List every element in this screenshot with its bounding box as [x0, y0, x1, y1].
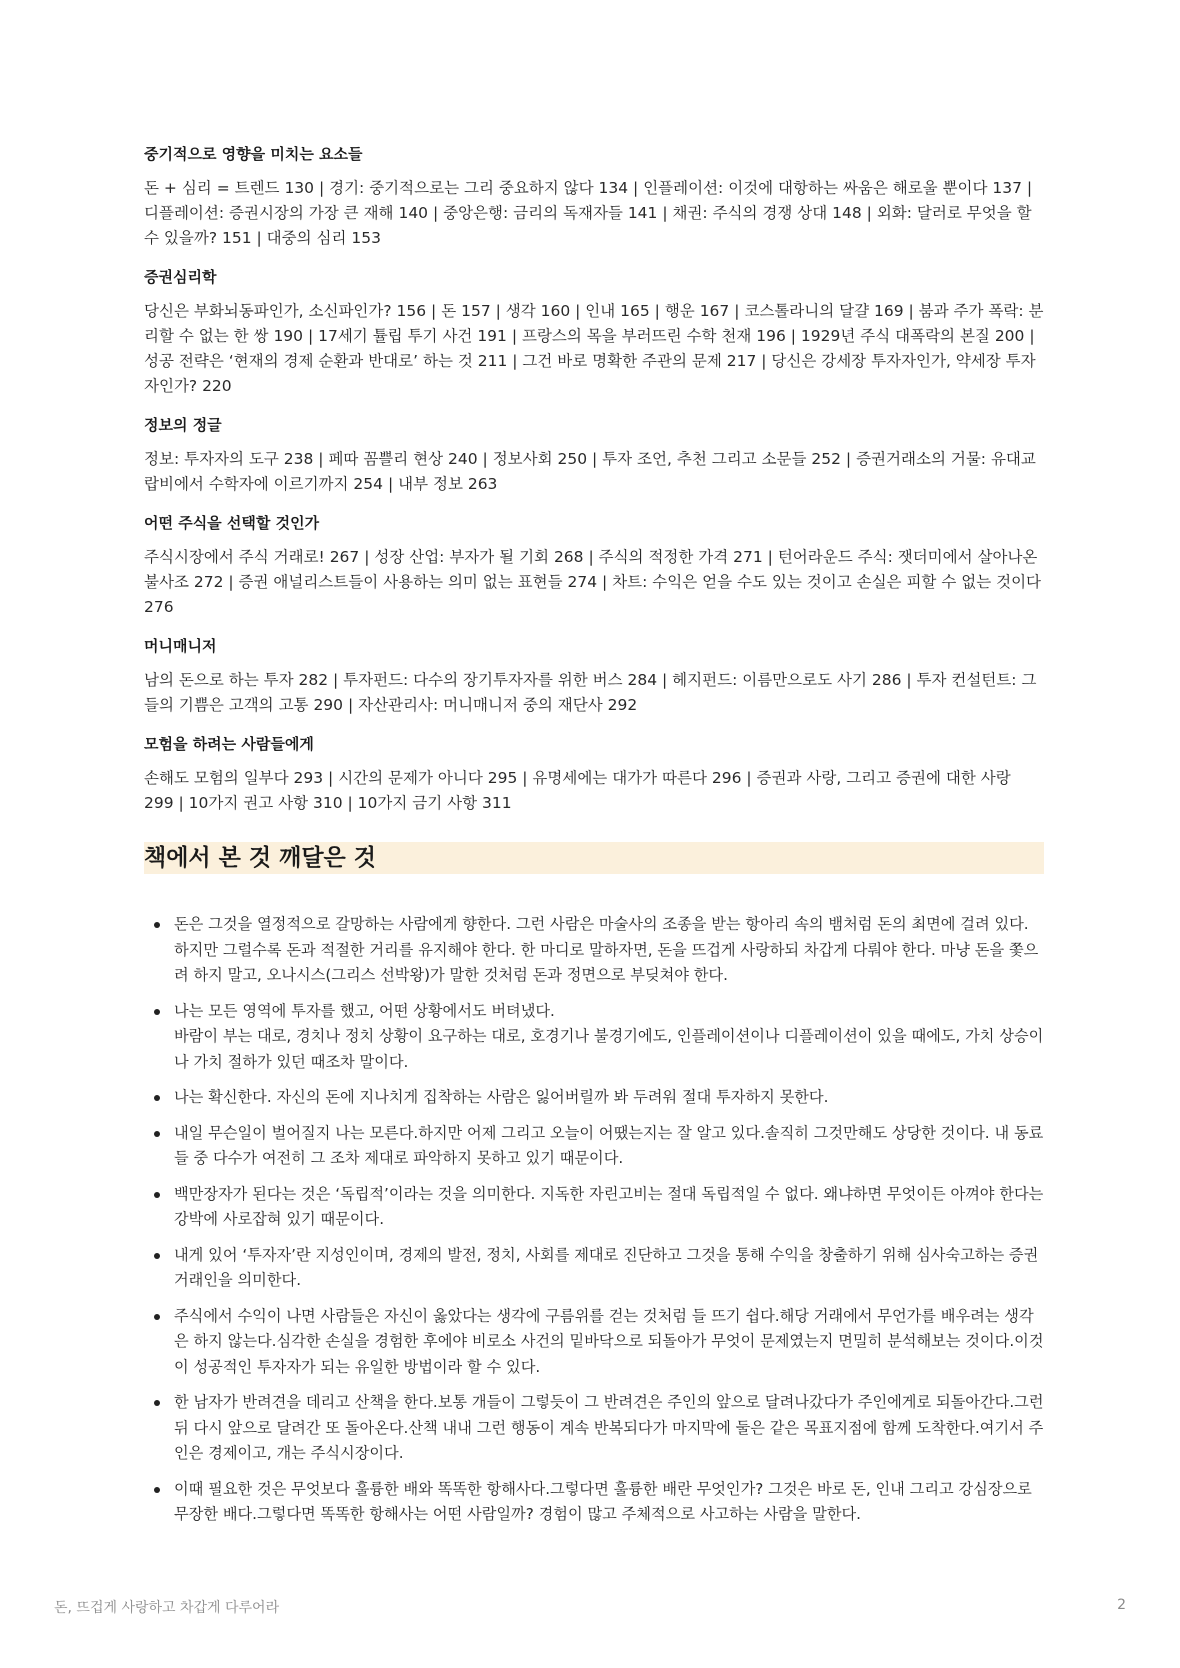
list-item-text: 주식에서 수익이 나면 사람들은 자신이 옳았다는 생각에 구름위를 걷는 것처럼 들 뜨기 쉽다.해당 거래에서 무언가를 배우려는 생각은 하지 않는다.심각한 손실을 경험한 후에야 비로소 사건의 밑바닥으로 되돌아가 무엇이 문제였는지 면밀히 분석해보는 것이다.이것이 성공적인 투자자가 되는 유일한 방법이라 할 수 있다. [174, 1306, 1044, 1376]
section-body: 정보: 투자자의 도구 238 | 페따 꼼쁠리 현상 240 | 정보사회 250 | 투자 조언, 추천 그리고 소문들 252 | 증권거래소의 거물: 유대교 랍비에서 수학자에 이르기까지 254 | 내부 정보 263 [144, 450, 1036, 493]
toc-section [144, 415, 1044, 497]
toc-section [144, 144, 1044, 251]
toc-section [144, 636, 1044, 718]
list-item [144, 1390, 1044, 1467]
toc-section [144, 513, 1044, 620]
list-item-text: 내일 무슨일이 벌어질지 나는 모른다.하지만 어제 그리고 오늘이 어땠는지는 잘 알고 있다.솔직히 그것만해도 상당한 것이다. 내 동료들 중 다수가 여전히 그 조차 제대로 파악하지 못하고 있기 때문이다. [174, 1123, 1044, 1167]
list-item [144, 1121, 1044, 1172]
section-title: 정보의 정글 [144, 416, 222, 434]
list-item-text: 이때 필요한 것은 무엇보다 훌륭한 배와 똑똑한 항해사다.그렇다면 훌륭한 배란 무엇인가? 그것은 바로 돈, 인내 그리고 강심장으로 무장한 배다.그렇다면 똑똑한 항해사는 어떤 사람일까? 경험이 많고 주체적으로 사고하는 사람을 말한다. [174, 1479, 1032, 1523]
bullet-icon [154, 922, 160, 928]
section-title: 증권심리학 [144, 268, 217, 286]
list-item [144, 1243, 1044, 1294]
bullet-icon [154, 1400, 160, 1406]
toc-section [144, 734, 1044, 816]
list-item [144, 1085, 1044, 1111]
page-number: 2 [1117, 1597, 1126, 1613]
page-content [144, 128, 1044, 1538]
toc-section [144, 267, 1044, 399]
list-item-text: 한 남자가 반려견을 데리고 산책을 한다.보통 개들이 그렇듯이 그 반려견은 주인의 앞으로 달려나갔다가 주인에게로 되돌아간다.그런 뒤 다시 앞으로 달려간 또 돌아온다.산책 내내 그런 행동이 계속 반복되다가 마지막에 둘은 같은 목표지점에 함께 도착한다.여기서 주인은 경제이고, 개는 주식시장이다. [174, 1393, 1044, 1462]
bullet-icon [154, 1009, 160, 1015]
list-item [144, 999, 1044, 1076]
bullet-icon [154, 1131, 160, 1137]
section-body: 당신은 부화뇌동파인가, 소신파인가? 156 | 돈 157 | 생각 160 | 인내 165 | 행운 167 | 코스톨라니의 달걀 169 | 붐과 주가 폭락: 분리할 수 없는 한 쌍 190 | 17세기 튤립 투기 사건 191 | 프랑스의 목을 부러뜨린 수학 천재 196 | 1929년 주식 대폭락의 본질 200 | 성공 전략은 ‘현재의 경제 순환과 반대로’ 하는 것 211 | 그건 바로 명확한 주관의 문제 217 | 당신은 강세장 투자자인가, 약세장 투자자인가? 220 [144, 302, 1044, 395]
list-item [144, 1477, 1044, 1528]
bullet-icon [154, 1253, 160, 1259]
highlight-heading: 책에서 본 것 깨달은 것 [144, 842, 1044, 874]
footer-title: 돈, 뜨겁게 사랑하고 차갑게 다루어라 [54, 1600, 280, 1616]
section-title: 어떤 주식을 선택할 것인가 [144, 514, 320, 532]
bullet-icon [154, 1095, 160, 1101]
list-item [144, 912, 1044, 989]
section-title: 모험을 하려는 사람들에게 [144, 735, 314, 753]
list-item-text: 내게 있어 ‘투자자’란 지성인이며, 경제의 발전, 정치, 사회를 제대로 진단하고 그것을 통해 수익을 창출하기 위해 심사숙고하는 증권거래인을 의미한다. [174, 1245, 1039, 1289]
section-title: 중기적으로 영향을 미치는 요소들 [144, 145, 363, 163]
list-item-text: 돈은 그것을 열정적으로 갈망하는 사람에게 향한다. 그런 사람은 마술사의 조종을 받는 항아리 속의 뱀처럼 돈의 최면에 걸려 있다. 하지만 그럴수록 돈과 적절한 거리를 유지해야 한다. 한 마디로 말하자면, 돈을 뜨겁게 사랑하되 차갑게 다뤄야 한다. 마냥 돈을 쫓으려 하지 말고, 오나시스(그리스 선박왕)가 말한 것처럼 돈과 정면으로 부딪쳐야 한다. [174, 915, 1039, 984]
section-body: 주식시장에서 주식 거래로! 267 | 성장 산업: 부자가 될 기회 268 | 주식의 적정한 가격 271 | 턴어라운드 주식: 잿더미에서 살아나온 불사조 272 | 증권 애널리스트들이 사용하는 의미 없는 표현들 274 | 차트: 수익은 얻을 수도 있는 것이고 손실은 피할 수 없는 것이다 276 [144, 548, 1042, 616]
insight-list [144, 912, 1044, 1528]
bullet-icon [154, 1487, 160, 1493]
section-body: 남의 돈으로 하는 투자 282 | 투자펀드: 다수의 장기투자자를 위한 버스 284 | 헤지펀드: 이름만으로도 사기 286 | 투자 컨설턴트: 그들의 기쁨은 고객의 고통 290 | 자산관리사: 머니매니저 중의 재단사 292 [144, 671, 1037, 714]
list-item [144, 1182, 1044, 1233]
bullet-icon [154, 1314, 160, 1320]
list-item [144, 1304, 1044, 1381]
section-title: 머니매니저 [144, 637, 217, 655]
section-body: 돈 + 심리 = 트렌드 130 | 경기: 중기적으로는 그리 중요하지 않다 134 | 인플레이션: 이것에 대항하는 싸움은 해로울 뿐이다 137 | 디플레이션: 증권시장의 가장 큰 재해 140 | 중앙은행: 금리의 독재자들 141 | 채권: 주식의 경쟁 상대 148 | 외화: 달러로 무엇을 할 수 있을까? 151 | 대중의 심리 153 [144, 179, 1033, 247]
bullet-icon [154, 1192, 160, 1198]
section-body: 손해도 모험의 일부다 293 | 시간의 문제가 아니다 295 | 유명세에는 대가가 따른다 296 | 증권과 사랑, 그리고 증권에 대한 사랑 299 | 10가지 권고 사항 310 | 10가지 금기 사항 311 [144, 769, 1011, 812]
list-item-text: 바람이 부는 대로, 경치나 정치 상황이 요구하는 대로, 호경기나 불경기에도, 인플레이션이나 디플레이션이 있을 때에도, 가치 상승이나 가치 절하가 있던 때조차 말이다. [174, 1027, 1044, 1071]
list-item-text: 나는 모든 영역에 투자를 했고, 어떤 상황에서도 버텨냈다. [174, 1001, 555, 1020]
list-item-text: 백만장자가 된다는 것은 ‘독립적’이라는 것을 의미한다. 지독한 자린고비는 절대 독립적일 수 없다. 왜냐하면 무엇이든 아껴야 한다는 강박에 사로잡혀 있기 때문이다. [174, 1184, 1044, 1228]
list-item-text: 나는 확신한다. 자신의 돈에 지나치게 집착하는 사람은 잃어버릴까 봐 두려워 절대 투자하지 못한다. [174, 1088, 829, 1106]
